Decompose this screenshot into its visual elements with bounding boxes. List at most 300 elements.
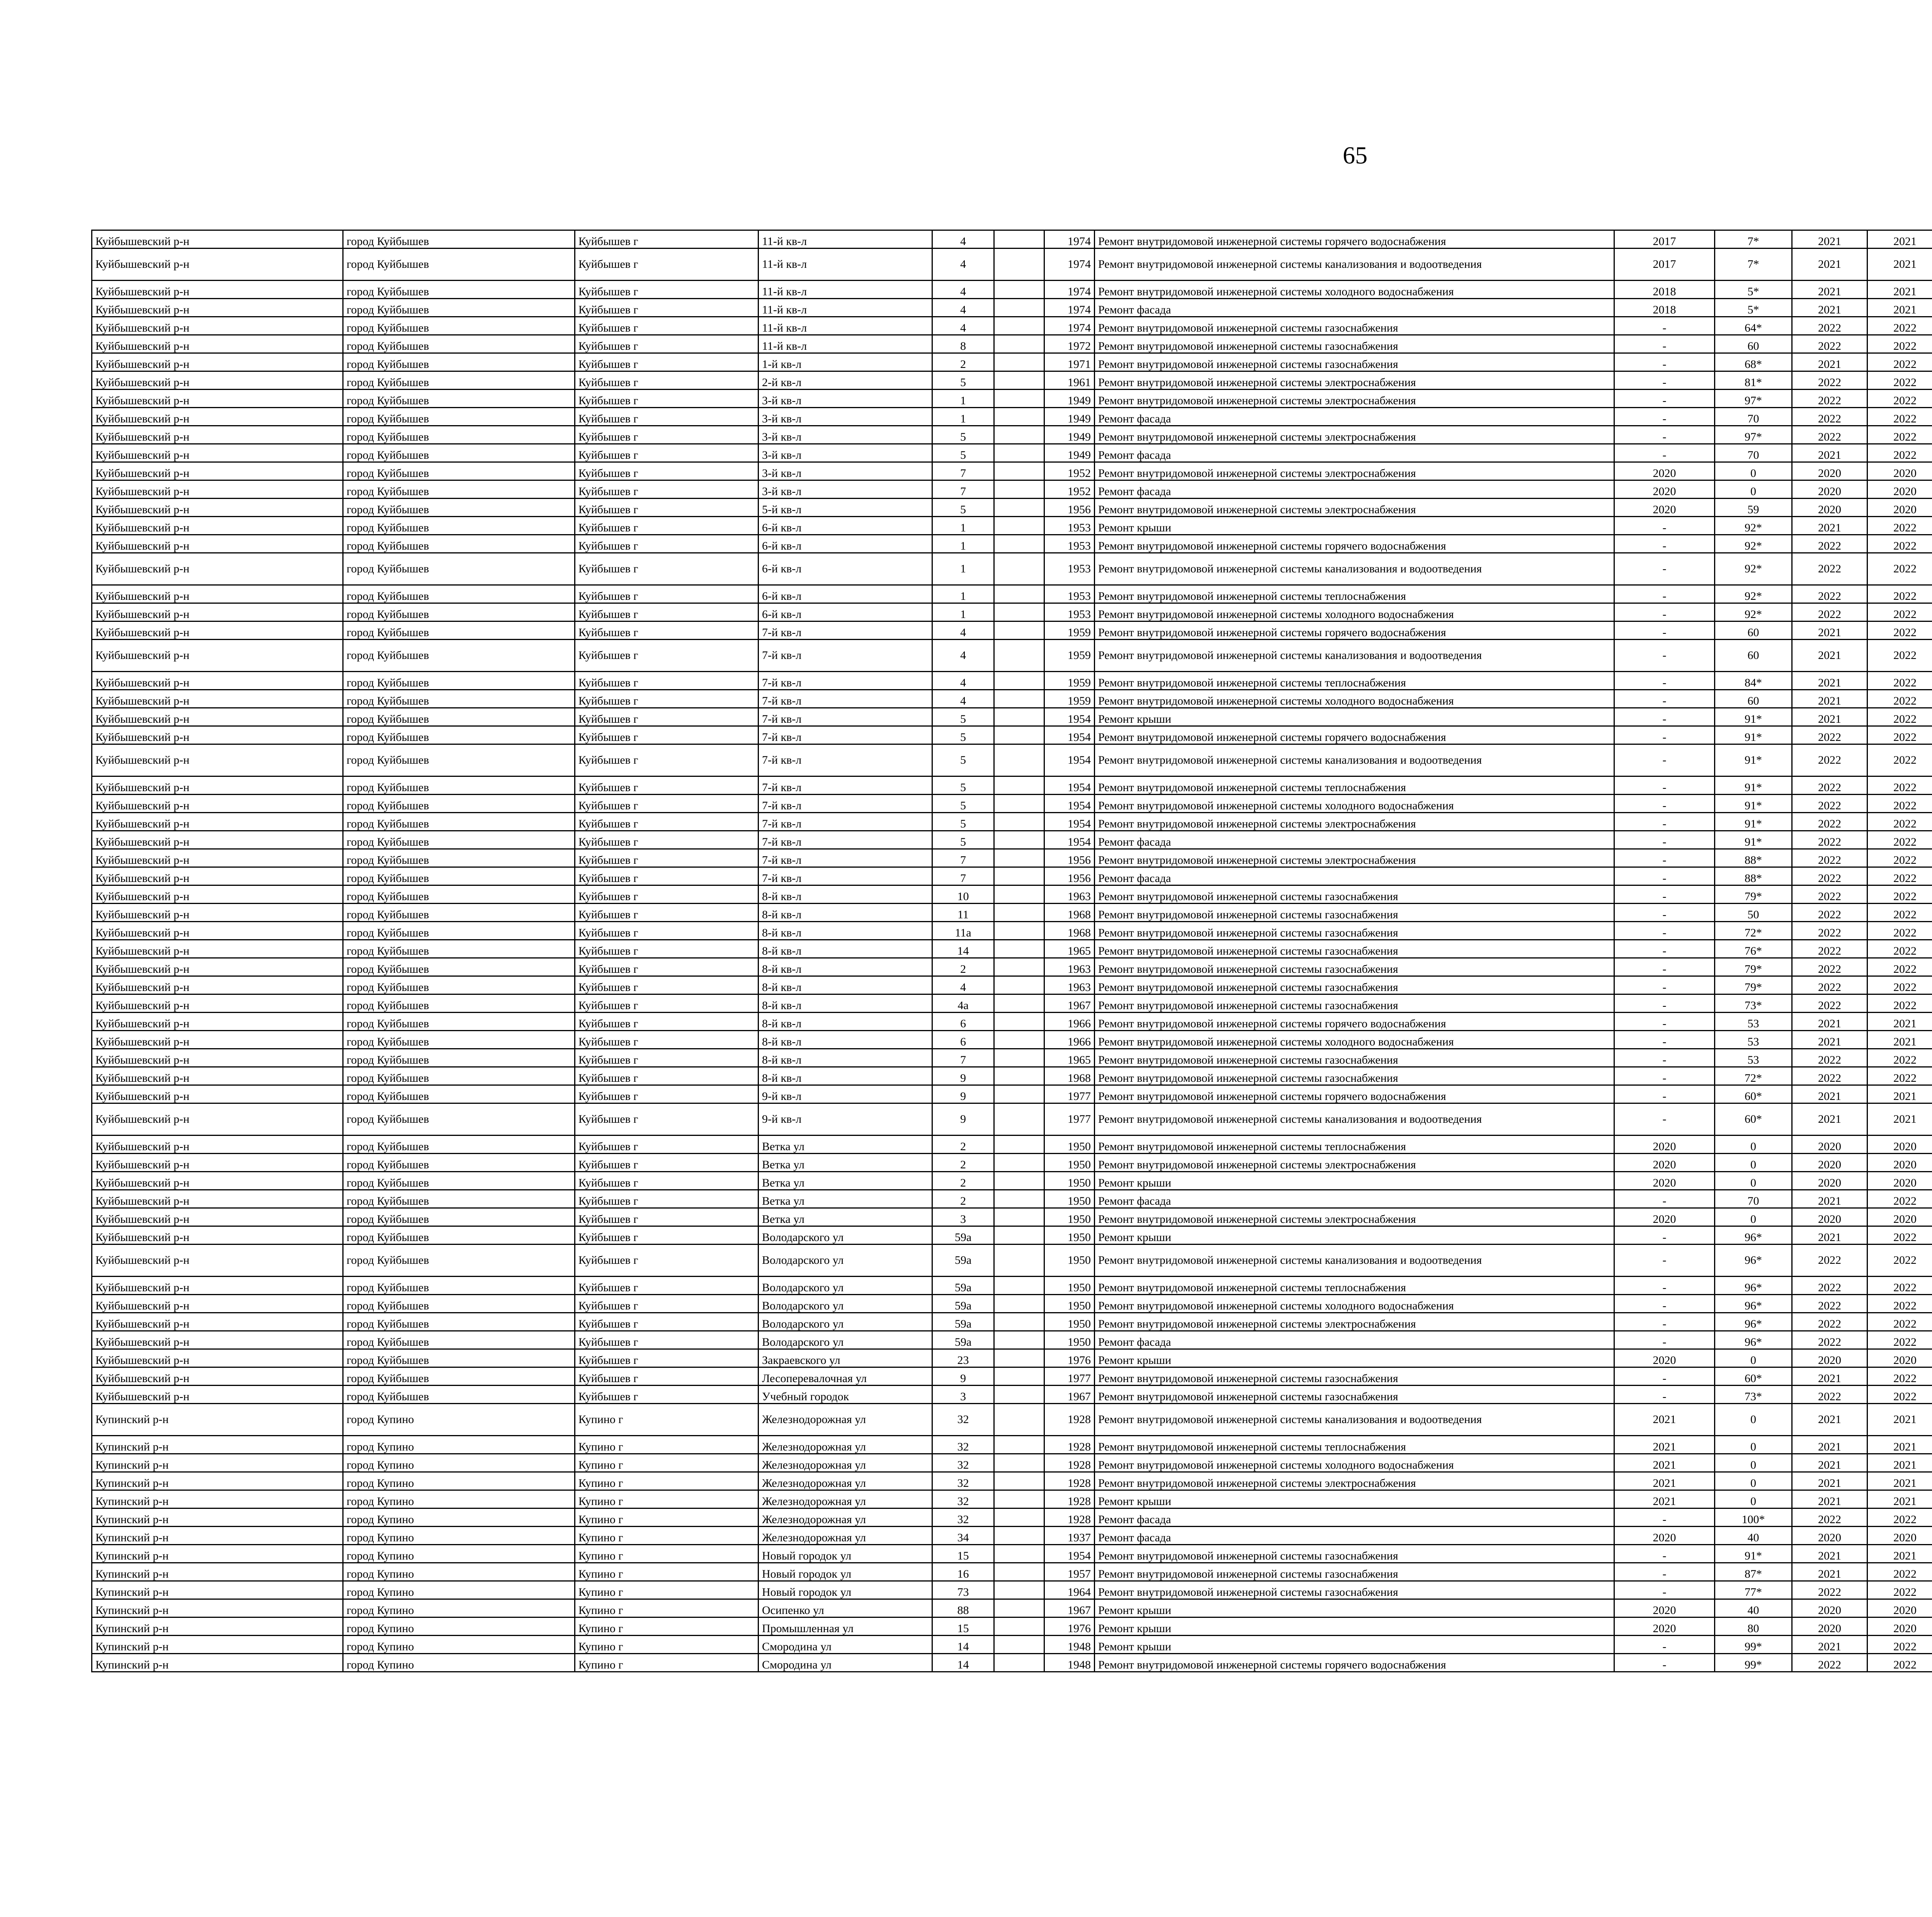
plan-start-year-cell: 2021 [1792, 230, 1867, 249]
built-year-cell: 1963 [1044, 958, 1095, 976]
table-row [92, 1136, 1932, 1154]
table-row [92, 1277, 1932, 1295]
work-type-cell: Ремонт фасада [1095, 831, 1614, 849]
municipality-cell: город Купино [343, 1454, 575, 1472]
work-type-cell: Ремонт внутридомовой инженерной системы газоснабжения [1095, 1545, 1614, 1563]
building-cell [994, 1226, 1044, 1245]
building-cell [994, 1527, 1044, 1545]
street-cell: Осипенко ул [759, 1599, 932, 1617]
built-year-cell: 1950 [1044, 1136, 1095, 1154]
work-type-cell: Ремонт внутридомовой инженерной системы газоснабжения [1095, 976, 1614, 994]
work-type-cell: Ремонт крыши [1095, 1490, 1614, 1508]
wear-percent-cell: 79* [1715, 885, 1792, 904]
plan-end-year-cell: 2021 [1867, 1436, 1932, 1454]
house-number-cell: 32 [932, 1472, 994, 1490]
last-repair-year-cell: - [1614, 1581, 1715, 1599]
last-repair-year-cell: - [1614, 672, 1715, 690]
house-number-cell: 5 [932, 499, 994, 517]
house-number-cell: 5 [932, 726, 994, 744]
street-cell: Новый городок ул [759, 1545, 932, 1563]
work-type-cell: Ремонт внутридомовой инженерной системы электроснабжения [1095, 1313, 1614, 1331]
municipality-cell: город Купино [343, 1636, 575, 1654]
work-type-cell: Ремонт внутридомовой инженерной системы теплоснабжения [1095, 1136, 1614, 1154]
plan-start-year-cell: 2021 [1792, 1013, 1867, 1031]
work-type-cell: Ремонт внутридомовой инженерной системы канализования и водоотведения [1095, 1404, 1614, 1436]
last-repair-year-cell: - [1614, 371, 1715, 390]
built-year-cell: 1952 [1044, 462, 1095, 480]
work-type-cell: Ремонт внутридомовой инженерной системы канализования и водоотведения [1095, 744, 1614, 776]
built-year-cell: 1953 [1044, 553, 1095, 585]
wear-percent-cell: 96* [1715, 1295, 1792, 1313]
last-repair-year-cell: - [1614, 885, 1715, 904]
plan-start-year-cell: 2022 [1792, 867, 1867, 885]
locality-cell: Куйбышев г [575, 317, 759, 335]
built-year-cell: 1963 [1044, 976, 1095, 994]
table-row [92, 831, 1932, 849]
work-type-cell: Ремонт внутридомовой инженерной системы теплоснабжения [1095, 672, 1614, 690]
last-repair-year-cell: 2020 [1614, 1154, 1715, 1172]
plan-start-year-cell: 2021 [1792, 1031, 1867, 1049]
house-number-cell: 5 [932, 744, 994, 776]
district-cell: Куйбышевский р-н [92, 1067, 343, 1085]
house-number-cell: 73 [932, 1581, 994, 1599]
wear-percent-cell: 77* [1715, 1581, 1792, 1599]
street-cell: 6-й кв-л [759, 603, 932, 621]
street-cell: 3-й кв-л [759, 462, 932, 480]
municipality-cell: город Куйбышев [343, 535, 575, 553]
work-type-cell: Ремонт внутридомовой инженерной системы холодного водоснабжения [1095, 795, 1614, 813]
built-year-cell: 1972 [1044, 335, 1095, 353]
table-row [92, 1154, 1932, 1172]
street-cell: Смородина ул [759, 1654, 932, 1672]
work-type-cell: Ремонт фасада [1095, 480, 1614, 499]
building-cell [994, 1367, 1044, 1386]
house-number-cell: 5 [932, 813, 994, 831]
plan-end-year-cell: 2022 [1867, 553, 1932, 585]
house-number-cell: 11 [932, 904, 994, 922]
district-cell: Купинский р-н [92, 1508, 343, 1527]
built-year-cell: 1952 [1044, 480, 1095, 499]
locality-cell: Куйбышев г [575, 976, 759, 994]
plan-end-year-cell: 2022 [1867, 408, 1932, 426]
plan-end-year-cell: 2022 [1867, 1581, 1932, 1599]
last-repair-year-cell: - [1614, 353, 1715, 371]
work-type-cell: Ремонт крыши [1095, 1226, 1614, 1245]
work-type-cell: Ремонт фасада [1095, 1190, 1614, 1208]
building-cell [994, 621, 1044, 640]
plan-end-year-cell: 2022 [1867, 426, 1932, 444]
wear-percent-cell: 97* [1715, 426, 1792, 444]
municipality-cell: город Куйбышев [343, 371, 575, 390]
built-year-cell: 1976 [1044, 1349, 1095, 1367]
district-cell: Куйбышевский р-н [92, 1331, 343, 1349]
work-type-cell: Ремонт внутридомовой инженерной системы газоснабжения [1095, 994, 1614, 1013]
house-number-cell: 7 [932, 849, 994, 867]
work-type-cell: Ремонт внутридомовой инженерной системы электроснабжения [1095, 371, 1614, 390]
wear-percent-cell: 53 [1715, 1031, 1792, 1049]
building-cell [994, 976, 1044, 994]
district-cell: Куйбышевский р-н [92, 994, 343, 1013]
last-repair-year-cell: - [1614, 831, 1715, 849]
built-year-cell: 1928 [1044, 1490, 1095, 1508]
district-cell: Куйбышевский р-н [92, 1085, 343, 1103]
street-cell: Володарского ул [759, 1245, 932, 1277]
house-number-cell: 1 [932, 603, 994, 621]
locality-cell: Куйбышев г [575, 672, 759, 690]
table-row [92, 1404, 1932, 1436]
work-type-cell: Ремонт фасада [1095, 867, 1614, 885]
wear-percent-cell: 0 [1715, 1454, 1792, 1472]
district-cell: Куйбышевский р-н [92, 1349, 343, 1367]
table-row [92, 904, 1932, 922]
table-row [92, 249, 1932, 281]
street-cell: 7-й кв-л [759, 795, 932, 813]
wear-percent-cell: 70 [1715, 408, 1792, 426]
building-cell [994, 426, 1044, 444]
built-year-cell: 1949 [1044, 390, 1095, 408]
building-cell [994, 1013, 1044, 1031]
table-row [92, 672, 1932, 690]
street-cell: 7-й кв-л [759, 867, 932, 885]
wear-percent-cell: 70 [1715, 1190, 1792, 1208]
building-cell [994, 1349, 1044, 1367]
building-cell [994, 1136, 1044, 1154]
last-repair-year-cell: - [1614, 1563, 1715, 1581]
building-cell [994, 1617, 1044, 1636]
building-cell [994, 553, 1044, 585]
house-number-cell: 9 [932, 1367, 994, 1386]
table-row [92, 776, 1932, 795]
built-year-cell: 1950 [1044, 1208, 1095, 1226]
house-number-cell: 9 [932, 1103, 994, 1136]
municipality-cell: город Куйбышев [343, 426, 575, 444]
municipality-cell: город Куйбышев [343, 672, 575, 690]
district-cell: Куйбышевский р-н [92, 317, 343, 335]
street-cell: 11-й кв-л [759, 335, 932, 353]
plan-start-year-cell: 2022 [1792, 1386, 1867, 1404]
last-repair-year-cell: - [1614, 994, 1715, 1013]
page-number: 65 [1343, 141, 1367, 169]
house-number-cell: 5 [932, 444, 994, 462]
built-year-cell: 1949 [1044, 444, 1095, 462]
plan-start-year-cell: 2022 [1792, 776, 1867, 795]
work-type-cell: Ремонт внутридомовой инженерной системы газоснабжения [1095, 904, 1614, 922]
district-cell: Куйбышевский р-н [92, 813, 343, 831]
plan-start-year-cell: 2021 [1792, 1472, 1867, 1490]
street-cell: 11-й кв-л [759, 281, 932, 299]
last-repair-year-cell: - [1614, 1331, 1715, 1349]
locality-cell: Куйбышев г [575, 444, 759, 462]
plan-end-year-cell: 2021 [1867, 1472, 1932, 1490]
house-number-cell: 4 [932, 621, 994, 640]
last-repair-year-cell: 2017 [1614, 230, 1715, 249]
work-type-cell: Ремонт внутридомовой инженерной системы электроснабжения [1095, 390, 1614, 408]
wear-percent-cell: 5* [1715, 299, 1792, 317]
street-cell: 8-й кв-л [759, 976, 932, 994]
plan-end-year-cell: 2022 [1867, 603, 1932, 621]
plan-end-year-cell: 2022 [1867, 1226, 1932, 1245]
last-repair-year-cell: - [1614, 444, 1715, 462]
municipality-cell: город Куйбышев [343, 708, 575, 726]
built-year-cell: 1928 [1044, 1454, 1095, 1472]
plan-end-year-cell: 2022 [1867, 317, 1932, 335]
built-year-cell: 1965 [1044, 940, 1095, 958]
table-row [92, 708, 1932, 726]
plan-end-year-cell: 2022 [1867, 640, 1932, 672]
built-year-cell: 1977 [1044, 1103, 1095, 1136]
wear-percent-cell: 79* [1715, 958, 1792, 976]
building-cell [994, 1245, 1044, 1277]
plan-start-year-cell: 2022 [1792, 795, 1867, 813]
building-cell [994, 940, 1044, 958]
street-cell: Ветка ул [759, 1154, 932, 1172]
locality-cell: Куйбышев г [575, 480, 759, 499]
house-number-cell: 59а [932, 1295, 994, 1313]
municipality-cell: город Куйбышев [343, 1245, 575, 1277]
street-cell: 6-й кв-л [759, 535, 932, 553]
last-repair-year-cell: - [1614, 976, 1715, 994]
table-row [92, 1313, 1932, 1331]
plan-end-year-cell: 2022 [1867, 621, 1932, 640]
built-year-cell: 1967 [1044, 1386, 1095, 1404]
wear-percent-cell: 53 [1715, 1013, 1792, 1031]
built-year-cell: 1968 [1044, 904, 1095, 922]
street-cell: Смородина ул [759, 1636, 932, 1654]
wear-percent-cell: 0 [1715, 1436, 1792, 1454]
municipality-cell: город Купино [343, 1404, 575, 1436]
municipality-cell: город Куйбышев [343, 1136, 575, 1154]
locality-cell: Куйбышев г [575, 1067, 759, 1085]
building-cell [994, 535, 1044, 553]
locality-cell: Куйбышев г [575, 867, 759, 885]
table-row [92, 1472, 1932, 1490]
house-number-cell: 32 [932, 1490, 994, 1508]
house-number-cell: 14 [932, 940, 994, 958]
last-repair-year-cell: - [1614, 867, 1715, 885]
district-cell: Куйбышевский р-н [92, 1190, 343, 1208]
building-cell [994, 1067, 1044, 1085]
work-type-cell: Ремонт внутридомовой инженерной системы газоснабжения [1095, 1563, 1614, 1581]
table-row [92, 1208, 1932, 1226]
building-cell [994, 371, 1044, 390]
last-repair-year-cell: - [1614, 1085, 1715, 1103]
district-cell: Куйбышевский р-н [92, 299, 343, 317]
wear-percent-cell: 92* [1715, 535, 1792, 553]
work-type-cell: Ремонт внутридомовой инженерной системы газоснабжения [1095, 958, 1614, 976]
locality-cell: Купино г [575, 1636, 759, 1654]
table-row [92, 1049, 1932, 1067]
plan-end-year-cell: 2021 [1867, 230, 1932, 249]
wear-percent-cell: 40 [1715, 1527, 1792, 1545]
plan-start-year-cell: 2022 [1792, 904, 1867, 922]
house-number-cell: 11а [932, 922, 994, 940]
house-number-cell: 15 [932, 1617, 994, 1636]
wear-percent-cell: 92* [1715, 553, 1792, 585]
plan-end-year-cell: 2022 [1867, 335, 1932, 353]
built-year-cell: 1954 [1044, 813, 1095, 831]
built-year-cell: 1959 [1044, 690, 1095, 708]
last-repair-year-cell: - [1614, 1013, 1715, 1031]
built-year-cell: 1974 [1044, 317, 1095, 335]
house-number-cell: 32 [932, 1436, 994, 1454]
house-number-cell: 1 [932, 535, 994, 553]
table-row [92, 462, 1932, 480]
work-type-cell: Ремонт крыши [1095, 708, 1614, 726]
table-row [92, 867, 1932, 885]
street-cell: Лесоперевалочная ул [759, 1367, 932, 1386]
wear-percent-cell: 50 [1715, 904, 1792, 922]
district-cell: Куйбышевский р-н [92, 744, 343, 776]
locality-cell: Куйбышев г [575, 1295, 759, 1313]
work-type-cell: Ремонт фасада [1095, 299, 1614, 317]
district-cell: Куйбышевский р-н [92, 1013, 343, 1031]
work-type-cell: Ремонт внутридомовой инженерной системы электроснабжения [1095, 849, 1614, 867]
house-number-cell: 7 [932, 1049, 994, 1067]
table-row [92, 1508, 1932, 1527]
building-cell [994, 885, 1044, 904]
plan-end-year-cell: 2022 [1867, 1313, 1932, 1331]
plan-end-year-cell: 2022 [1867, 353, 1932, 371]
house-number-cell: 59а [932, 1331, 994, 1349]
house-number-cell: 6 [932, 1031, 994, 1049]
plan-start-year-cell: 2022 [1792, 1277, 1867, 1295]
built-year-cell: 1950 [1044, 1154, 1095, 1172]
municipality-cell: город Куйбышев [343, 1295, 575, 1313]
table-row [92, 976, 1932, 994]
building-cell [994, 958, 1044, 976]
building-cell [994, 1508, 1044, 1527]
plan-start-year-cell: 2022 [1792, 1067, 1867, 1085]
street-cell: 3-й кв-л [759, 444, 932, 462]
locality-cell: Куйбышев г [575, 499, 759, 517]
locality-cell: Куйбышев г [575, 249, 759, 281]
locality-cell: Куйбышев г [575, 1349, 759, 1367]
work-type-cell: Ремонт внутридомовой инженерной системы электроснабжения [1095, 462, 1614, 480]
house-number-cell: 1 [932, 390, 994, 408]
wear-percent-cell: 91* [1715, 1545, 1792, 1563]
work-type-cell: Ремонт внутридомовой инженерной системы теплоснабжения [1095, 585, 1614, 603]
table-row [92, 1599, 1932, 1617]
table-row [92, 353, 1932, 371]
house-number-cell: 10 [932, 885, 994, 904]
plan-start-year-cell: 2021 [1792, 281, 1867, 299]
building-cell [994, 462, 1044, 480]
street-cell: Учебный городок [759, 1386, 932, 1404]
wear-percent-cell: 99* [1715, 1636, 1792, 1654]
table-row [92, 1367, 1932, 1386]
building-cell [994, 230, 1044, 249]
building-cell [994, 353, 1044, 371]
plan-start-year-cell: 2021 [1792, 1545, 1867, 1563]
last-repair-year-cell: 2020 [1614, 480, 1715, 499]
table-row [92, 621, 1932, 640]
plan-start-year-cell: 2021 [1792, 1103, 1867, 1136]
district-cell: Купинский р-н [92, 1599, 343, 1617]
wear-percent-cell: 92* [1715, 517, 1792, 535]
wear-percent-cell: 60* [1715, 1085, 1792, 1103]
work-type-cell: Ремонт внутридомовой инженерной системы горячего водоснабжения [1095, 1654, 1614, 1672]
built-year-cell: 1968 [1044, 1067, 1095, 1085]
building-cell [994, 1190, 1044, 1208]
repair-schedule-table [91, 230, 1932, 1672]
built-year-cell: 1954 [1044, 776, 1095, 795]
house-number-cell: 6 [932, 1013, 994, 1031]
locality-cell: Куйбышев г [575, 299, 759, 317]
house-number-cell: 7 [932, 480, 994, 499]
wear-percent-cell: 0 [1715, 480, 1792, 499]
wear-percent-cell: 0 [1715, 1490, 1792, 1508]
plan-start-year-cell: 2021 [1792, 1490, 1867, 1508]
building-cell [994, 408, 1044, 426]
locality-cell: Куйбышев г [575, 744, 759, 776]
locality-cell: Куйбышев г [575, 585, 759, 603]
last-repair-year-cell: 2020 [1614, 499, 1715, 517]
plan-start-year-cell: 2021 [1792, 1404, 1867, 1436]
locality-cell: Купино г [575, 1508, 759, 1527]
municipality-cell: город Купино [343, 1472, 575, 1490]
work-type-cell: Ремонт внутридомовой инженерной системы газоснабжения [1095, 940, 1614, 958]
district-cell: Куйбышевский р-н [92, 776, 343, 795]
plan-start-year-cell: 2022 [1792, 1049, 1867, 1067]
wear-percent-cell: 96* [1715, 1245, 1792, 1277]
house-number-cell: 9 [932, 1085, 994, 1103]
plan-end-year-cell: 2022 [1867, 1245, 1932, 1277]
district-cell: Купинский р-н [92, 1490, 343, 1508]
table-row [92, 230, 1932, 249]
district-cell: Куйбышевский р-н [92, 390, 343, 408]
building-cell [994, 281, 1044, 299]
table-row [92, 603, 1932, 621]
plan-end-year-cell: 2020 [1867, 499, 1932, 517]
wear-percent-cell: 60 [1715, 640, 1792, 672]
house-number-cell: 15 [932, 1545, 994, 1563]
district-cell: Купинский р-н [92, 1617, 343, 1636]
wear-percent-cell: 96* [1715, 1277, 1792, 1295]
wear-percent-cell: 0 [1715, 1154, 1792, 1172]
building-cell [994, 1031, 1044, 1049]
built-year-cell: 1954 [1044, 1545, 1095, 1563]
municipality-cell: город Куйбышев [343, 553, 575, 585]
locality-cell: Куйбышев г [575, 1331, 759, 1349]
locality-cell: Куйбышев г [575, 281, 759, 299]
wear-percent-cell: 0 [1715, 1404, 1792, 1436]
work-type-cell: Ремонт внутридомовой инженерной системы горячего водоснабжения [1095, 1085, 1614, 1103]
locality-cell: Куйбышев г [575, 726, 759, 744]
building-cell [994, 299, 1044, 317]
last-repair-year-cell: - [1614, 1226, 1715, 1245]
wear-percent-cell: 91* [1715, 813, 1792, 831]
work-type-cell: Ремонт внутридомовой инженерной системы газоснабжения [1095, 353, 1614, 371]
wear-percent-cell: 60* [1715, 1103, 1792, 1136]
last-repair-year-cell: - [1614, 585, 1715, 603]
plan-start-year-cell: 2022 [1792, 1245, 1867, 1277]
last-repair-year-cell: - [1614, 1103, 1715, 1136]
street-cell: 3-й кв-л [759, 426, 932, 444]
house-number-cell: 4а [932, 994, 994, 1013]
municipality-cell: город Куйбышев [343, 831, 575, 849]
district-cell: Купинский р-н [92, 1636, 343, 1654]
street-cell: 3-й кв-л [759, 390, 932, 408]
last-repair-year-cell: - [1614, 535, 1715, 553]
building-cell [994, 1581, 1044, 1599]
plan-start-year-cell: 2020 [1792, 1154, 1867, 1172]
wear-percent-cell: 91* [1715, 831, 1792, 849]
built-year-cell: 1956 [1044, 849, 1095, 867]
municipality-cell: город Куйбышев [343, 1386, 575, 1404]
plan-start-year-cell: 2020 [1792, 1208, 1867, 1226]
last-repair-year-cell: 2020 [1614, 1527, 1715, 1545]
street-cell: 1-й кв-л [759, 353, 932, 371]
